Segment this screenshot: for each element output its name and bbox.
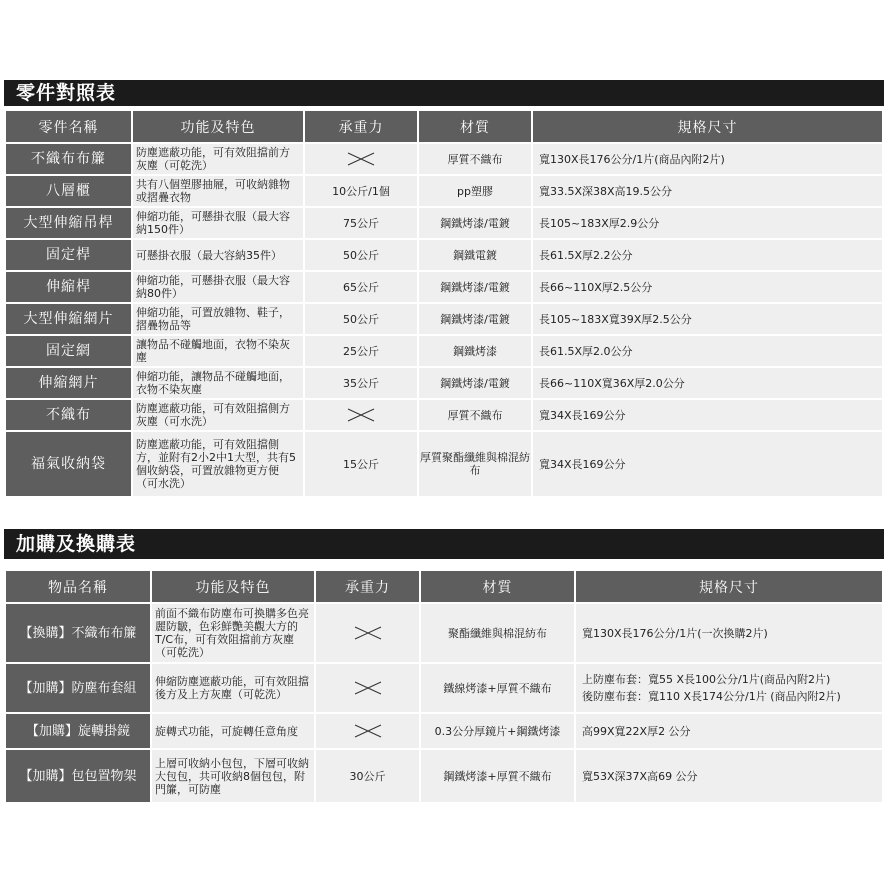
part-feature: 防塵遮蔽功能，可有效阻擋前方灰塵（可乾洗） bbox=[133, 144, 303, 174]
not-applicable-cross-icon bbox=[354, 724, 382, 738]
part-capacity: 15公斤 bbox=[305, 432, 417, 496]
item-name: 【加購】旋轉掛鏡 bbox=[6, 714, 150, 748]
part-spec: 寬33.5X深38X高19.5公分 bbox=[533, 176, 882, 206]
part-capacity: 75公斤 bbox=[305, 208, 417, 238]
part-name: 不織布 bbox=[6, 400, 131, 430]
table-row bbox=[6, 144, 882, 174]
part-spec: 寬34X長169公分 bbox=[533, 432, 882, 496]
column-header: 承重力 bbox=[316, 571, 419, 602]
table-row bbox=[6, 664, 882, 712]
part-name: 固定桿 bbox=[6, 240, 131, 270]
item-spec: 寬53X深37X高69 公分 bbox=[576, 750, 882, 802]
part-name: 八層櫃 bbox=[6, 176, 131, 206]
table-row bbox=[6, 272, 882, 302]
column-header: 承重力 bbox=[305, 111, 417, 142]
not-applicable-cross-icon bbox=[347, 152, 375, 166]
part-capacity: 25公斤 bbox=[305, 336, 417, 366]
part-name: 福氣收納袋 bbox=[6, 432, 131, 496]
part-name: 不織布布簾 bbox=[6, 144, 131, 174]
part-spec: 寬130X長176公分/1片(商品內附2片) bbox=[533, 144, 882, 174]
part-spec: 寬34X長169公分 bbox=[533, 400, 882, 430]
part-material: pp塑膠 bbox=[419, 176, 531, 206]
part-spec: 長105~183X寬39X厚2.5公分 bbox=[533, 304, 882, 334]
parts-table bbox=[4, 109, 884, 498]
column-header: 材質 bbox=[421, 571, 574, 602]
column-header: 規格尺寸 bbox=[533, 111, 882, 142]
part-feature: 伸縮功能，可懸掛衣服（最大容納150件） bbox=[133, 208, 303, 238]
table-row bbox=[6, 432, 882, 496]
table-header-row bbox=[6, 111, 882, 142]
capacity-cell bbox=[305, 144, 417, 174]
column-header: 規格尺寸 bbox=[576, 571, 882, 602]
part-material: 鋼鐵烤漆/電鍍 bbox=[419, 304, 531, 334]
part-name: 固定網 bbox=[6, 336, 131, 366]
item-material: 聚酯纖維與棉混紡布 bbox=[421, 604, 574, 662]
column-header: 材質 bbox=[419, 111, 531, 142]
part-spec: 長61.5X厚2.2公分 bbox=[533, 240, 882, 270]
part-feature: 伸縮功能，讓物品不碰觸地面，衣物不染灰塵 bbox=[133, 368, 303, 398]
part-feature: 共有八個塑膠抽屜，可收納雜物或摺疊衣物 bbox=[133, 176, 303, 206]
capacity-cell bbox=[316, 714, 419, 748]
item-material: 0.3公分厚鏡片+鋼鐵烤漆 bbox=[421, 714, 574, 748]
item-spec: 高99X寬22X厚2 公分 bbox=[576, 714, 882, 748]
table-row bbox=[6, 304, 882, 334]
part-capacity: 35公斤 bbox=[305, 368, 417, 398]
item-name: 【加購】防塵布套組 bbox=[6, 664, 150, 712]
part-spec: 長66~110X寬36X厚2.0公分 bbox=[533, 368, 882, 398]
item-capacity: 30公斤 bbox=[316, 750, 419, 802]
part-spec: 長61.5X厚2.0公分 bbox=[533, 336, 882, 366]
part-name: 伸縮網片 bbox=[6, 368, 131, 398]
capacity-cell bbox=[305, 400, 417, 430]
part-material: 鋼鐵烤漆/電鍍 bbox=[419, 368, 531, 398]
capacity-cell bbox=[316, 604, 419, 662]
part-feature: 防塵遮蔽功能，可有效阻擋側方灰塵（可水洗） bbox=[133, 400, 303, 430]
table-header-row bbox=[6, 571, 882, 602]
item-spec-cell bbox=[576, 664, 882, 712]
table-row bbox=[6, 368, 882, 398]
part-material: 厚質不織布 bbox=[419, 400, 531, 430]
part-spec: 長105~183X厚2.9公分 bbox=[533, 208, 882, 238]
part-feature: 可懸掛衣服（最大容納35件） bbox=[133, 240, 303, 270]
item-feature: 伸縮防塵遮蔽功能，可有效阻擋後方及上方灰塵（可乾洗） bbox=[152, 664, 314, 712]
item-feature: 旋轉式功能，可旋轉任意角度 bbox=[152, 714, 314, 748]
table-row bbox=[6, 750, 882, 802]
table-row bbox=[6, 240, 882, 270]
part-material: 厚質不織布 bbox=[419, 144, 531, 174]
part-capacity: 50公斤 bbox=[305, 304, 417, 334]
item-spec-line: 後防塵布套：寬110 X長174公分/1片 (商品內附2片) bbox=[582, 690, 841, 703]
part-feature: 伸縮功能，可置放雜物、鞋子，摺疊物品等 bbox=[133, 304, 303, 334]
part-capacity: 65公斤 bbox=[305, 272, 417, 302]
column-header: 物品名稱 bbox=[6, 571, 150, 602]
section-title-addons: 加購及換購表 bbox=[4, 529, 884, 559]
capacity-cell bbox=[316, 664, 419, 712]
part-feature: 讓物品不碰觸地面，衣物不染灰塵 bbox=[133, 336, 303, 366]
item-spec-line: 上防塵布套：寬55 X長100公分/1片(商品內附2片) bbox=[582, 673, 831, 686]
part-capacity: 10公斤/1個 bbox=[305, 176, 417, 206]
item-material: 鐵線烤漆+厚質不織布 bbox=[421, 664, 574, 712]
item-spec: 寬130X長176公分/1片(一次換購2片) bbox=[576, 604, 882, 662]
table-row bbox=[6, 176, 882, 206]
section-title-parts: 零件對照表 bbox=[4, 80, 884, 106]
item-name: 【換購】不織布布簾 bbox=[6, 604, 150, 662]
not-applicable-cross-icon bbox=[354, 626, 382, 640]
part-material: 鋼鐵烤漆 bbox=[419, 336, 531, 366]
part-spec: 長66~110X厚2.5公分 bbox=[533, 272, 882, 302]
table-row bbox=[6, 208, 882, 238]
part-material: 厚質聚酯纖維與棉混紡布 bbox=[419, 432, 531, 496]
column-header: 功能及特色 bbox=[133, 111, 303, 142]
part-capacity: 50公斤 bbox=[305, 240, 417, 270]
part-name: 伸縮桿 bbox=[6, 272, 131, 302]
table-row bbox=[6, 714, 882, 748]
addon-table bbox=[4, 569, 884, 804]
part-feature: 防塵遮蔽功能，可有效阻擋側方，並附有2小2中1大型，共有5個收納袋，可置放雜物更方便（可水洗） bbox=[133, 432, 303, 496]
column-header: 零件名稱 bbox=[6, 111, 131, 142]
table-row bbox=[6, 336, 882, 366]
part-material: 鋼鐵烤漆/電鍍 bbox=[419, 272, 531, 302]
table-row bbox=[6, 604, 882, 662]
not-applicable-cross-icon bbox=[347, 408, 375, 422]
not-applicable-cross-icon bbox=[354, 681, 382, 695]
part-feature: 伸縮功能，可懸掛衣服（最大容納80件） bbox=[133, 272, 303, 302]
item-material: 鋼鐵烤漆+厚質不織布 bbox=[421, 750, 574, 802]
item-name: 【加購】包包置物架 bbox=[6, 750, 150, 802]
item-feature: 前面不織布防塵布可換購多色亮麗防皺，色彩鮮艷美觀大方的T/C布，可有效阻擋前方灰塵（可乾洗） bbox=[152, 604, 314, 662]
part-material: 鋼鐵烤漆/電鍍 bbox=[419, 208, 531, 238]
item-feature: 上層可收納小包包，下層可收納大包包，共可收納8個包包，附門簾，可防塵 bbox=[152, 750, 314, 802]
table-row bbox=[6, 400, 882, 430]
part-name: 大型伸縮吊桿 bbox=[6, 208, 131, 238]
column-header: 功能及特色 bbox=[152, 571, 314, 602]
part-material: 鋼鐵電鍍 bbox=[419, 240, 531, 270]
part-name: 大型伸縮網片 bbox=[6, 304, 131, 334]
